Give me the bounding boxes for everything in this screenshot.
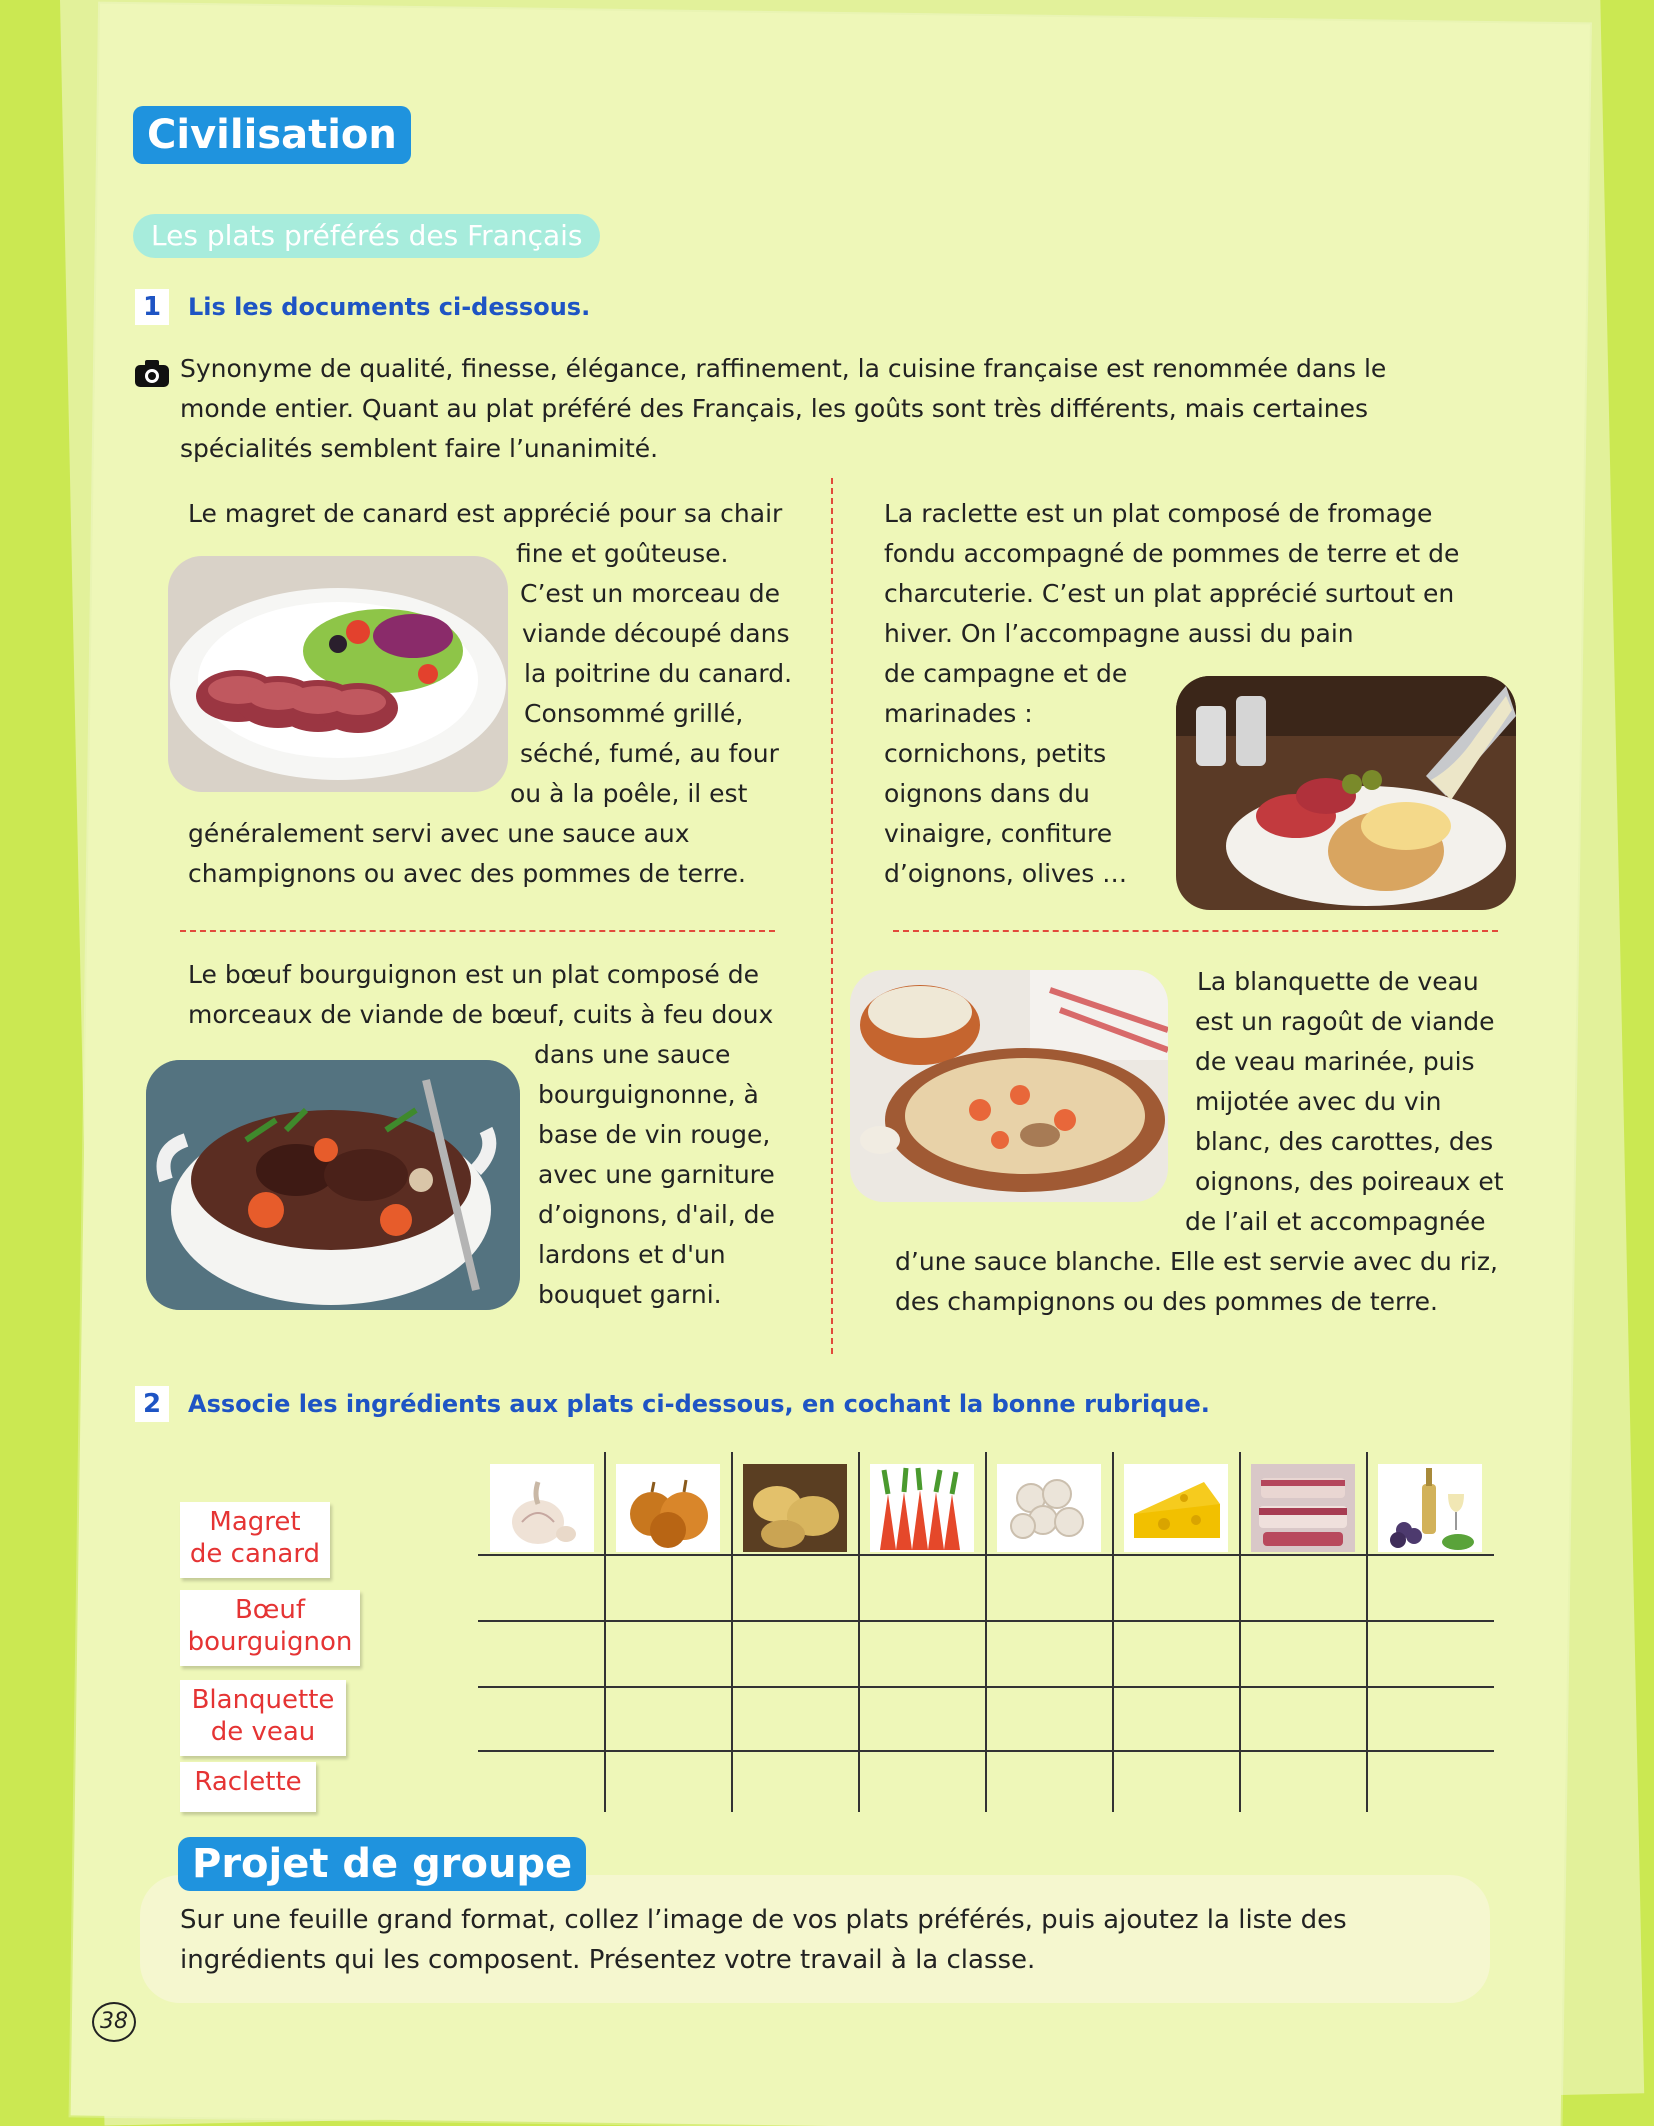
magret-line: la poitrine du canard. <box>524 659 793 688</box>
raclette-line: de campagne et de <box>884 659 1128 688</box>
garlic-icon <box>490 1464 594 1552</box>
section-badge: Civilisation <box>133 106 411 164</box>
raclette-line: cornichons, petits <box>884 739 1107 768</box>
answer-cell[interactable] <box>1242 1625 1363 1685</box>
raclette-line: fondu accompagné de pommes de terre et de <box>884 539 1460 568</box>
blanquette-line: mijotée avec du vin <box>1195 1087 1442 1116</box>
boeuf-line: avec une garniture <box>538 1160 775 1189</box>
magret-line: Le magret de canard est apprécié pour sa chair <box>188 499 783 528</box>
magret-line: fine et goûteuse. <box>516 539 729 568</box>
raclette-line: hiver. On l’accompagne aussi du pain <box>884 619 1354 648</box>
answer-cell[interactable] <box>1115 1755 1236 1809</box>
answer-cell[interactable] <box>861 1625 982 1685</box>
blanquette-line: de l’ail et accompagnée <box>1185 1207 1486 1236</box>
answer-cell[interactable] <box>734 1625 855 1685</box>
grid-line <box>604 1452 606 1812</box>
answer-cell[interactable] <box>734 1755 855 1809</box>
exercise-1-instruction: Lis les documents ci-dessous. <box>188 293 591 321</box>
raclette-line: d’oignons, olives … <box>884 859 1128 888</box>
page-number: 38 <box>92 2002 136 2042</box>
boeuf-line: d’oignons, d'ail, de <box>538 1200 775 1229</box>
answer-cell[interactable] <box>988 1559 1109 1619</box>
answer-cell[interactable] <box>1369 1691 1491 1749</box>
dish-label-blanquette: Blanquette de veau <box>180 1680 346 1756</box>
answer-cell[interactable] <box>734 1691 855 1749</box>
separator-right <box>893 930 1498 932</box>
grid-line <box>1112 1452 1114 1812</box>
bacon-icon <box>1251 1464 1355 1552</box>
answer-cell[interactable] <box>1115 1559 1236 1619</box>
exercise-1-number: 1 <box>135 289 169 325</box>
answer-cell[interactable] <box>607 1625 728 1685</box>
intro-paragraph: Synonyme de qualité, finesse, élégance, raffinement, la cuisine française est renommée dans le monde entier. Quant au plat préféré des Français, les goûts sont très différents, mais certaines spécialités semblent faire l’unanimité. <box>180 354 1387 463</box>
answer-cell[interactable] <box>1115 1625 1236 1685</box>
answer-cell[interactable] <box>1369 1755 1491 1809</box>
project-badge: Projet de groupe <box>178 1837 586 1891</box>
blanquette-photo <box>850 970 1168 1202</box>
dish-label-raclette: Raclette <box>180 1762 316 1812</box>
mushroom-icon <box>997 1464 1101 1552</box>
blanquette-line: oignons, des poireaux et <box>1195 1167 1504 1196</box>
raclette-line: vinaigre, confiture <box>884 819 1113 848</box>
answer-cell[interactable] <box>481 1559 601 1619</box>
exercise-2-number: 2 <box>135 1386 169 1422</box>
raclette-photo <box>1176 676 1516 910</box>
magret-line: C’est un morceau de <box>520 579 781 608</box>
section-subtitle: Les plats préférés des Français <box>133 214 600 258</box>
vertical-separator <box>831 478 833 1354</box>
magret-line: champignons ou avec des pommes de terre. <box>188 859 746 888</box>
boeuf-line: Le bœuf bourguignon est un plat composé de <box>188 960 759 989</box>
boeuf-line: base de vin rouge, <box>538 1120 771 1149</box>
grid-line <box>1366 1452 1368 1812</box>
answer-cell[interactable] <box>734 1559 855 1619</box>
boeuf-line: bouquet garni. <box>538 1280 722 1309</box>
raclette-line: marinades : <box>884 699 1033 728</box>
blanquette-line: blanc, des carottes, des <box>1195 1127 1494 1156</box>
answer-cell[interactable] <box>988 1755 1109 1809</box>
answer-cell[interactable] <box>861 1559 982 1619</box>
magret-line: ou à la poêle, il est <box>510 779 748 808</box>
answer-cell[interactable] <box>988 1625 1109 1685</box>
separator-left <box>180 930 775 932</box>
blanquette-line: d’une sauce blanche. Elle est servie avec du riz, <box>895 1247 1499 1276</box>
wine-icon <box>1378 1464 1482 1552</box>
boeuf-photo <box>146 1060 520 1310</box>
answer-cell[interactable] <box>861 1755 982 1809</box>
boeuf-line: morceaux de viande de bœuf, cuits à feu doux <box>188 1000 774 1029</box>
boeuf-line: bourguignonne, à <box>538 1080 759 1109</box>
boeuf-line: lardons et d'un <box>538 1240 726 1269</box>
answer-cell[interactable] <box>1242 1691 1363 1749</box>
blanquette-line: des champignons ou des pommes de terre. <box>895 1287 1438 1316</box>
magret-line: viande découpé dans <box>522 619 790 648</box>
answer-cell[interactable] <box>1369 1559 1491 1619</box>
magret-photo <box>168 556 508 792</box>
dish-label-magret: Magret de canard <box>180 1502 330 1578</box>
blanquette-line: est un ragoût de viande <box>1195 1007 1495 1036</box>
answer-cell[interactable] <box>1369 1625 1491 1685</box>
onion-icon <box>616 1464 720 1552</box>
answer-cell[interactable] <box>1242 1755 1363 1809</box>
grid-line <box>858 1452 860 1812</box>
dish-label-boeuf: Bœuf bourguignon <box>180 1590 360 1666</box>
cheese-icon <box>1124 1464 1228 1552</box>
blanquette-line: de veau marinée, puis <box>1195 1047 1475 1076</box>
answer-cell[interactable] <box>607 1691 728 1749</box>
grid-line <box>731 1452 733 1812</box>
magret-line: séché, fumé, au four <box>520 739 779 768</box>
boeuf-line: dans une sauce <box>534 1040 731 1069</box>
answer-cell[interactable] <box>861 1691 982 1749</box>
answer-cell[interactable] <box>1115 1691 1236 1749</box>
raclette-line: charcuterie. C’est un plat apprécié surtout en <box>884 579 1455 608</box>
grid-line <box>1239 1452 1241 1812</box>
grid-line <box>985 1452 987 1812</box>
answer-cell[interactable] <box>481 1625 601 1685</box>
camera-icon <box>134 358 170 388</box>
raclette-line: oignons dans du <box>884 779 1090 808</box>
magret-line: généralement servi avec une sauce aux <box>188 819 690 848</box>
answer-cell[interactable] <box>481 1755 601 1809</box>
answer-cell[interactable] <box>1242 1559 1363 1619</box>
answer-cell[interactable] <box>607 1755 728 1809</box>
answer-cell[interactable] <box>481 1691 601 1749</box>
exercise-2-instruction: Associe les ingrédients aux plats ci-dessous, en cochant la bonne rubrique. <box>188 1390 1210 1418</box>
answer-cell[interactable] <box>988 1691 1109 1749</box>
project-text: Sur une feuille grand format, collez l’image de vos plats préférés, puis ajoutez la liste des ingrédients qui les composent. Présentez votre travail à la classe. <box>180 1905 1347 1975</box>
carrot-icon <box>870 1464 974 1552</box>
raclette-line: La raclette est un plat composé de fromage <box>884 499 1433 528</box>
blanquette-line: La blanquette de veau <box>1197 967 1479 996</box>
answer-cell[interactable] <box>607 1559 728 1619</box>
magret-line: Consommé grillé, <box>524 699 744 728</box>
potato-icon <box>743 1464 847 1552</box>
